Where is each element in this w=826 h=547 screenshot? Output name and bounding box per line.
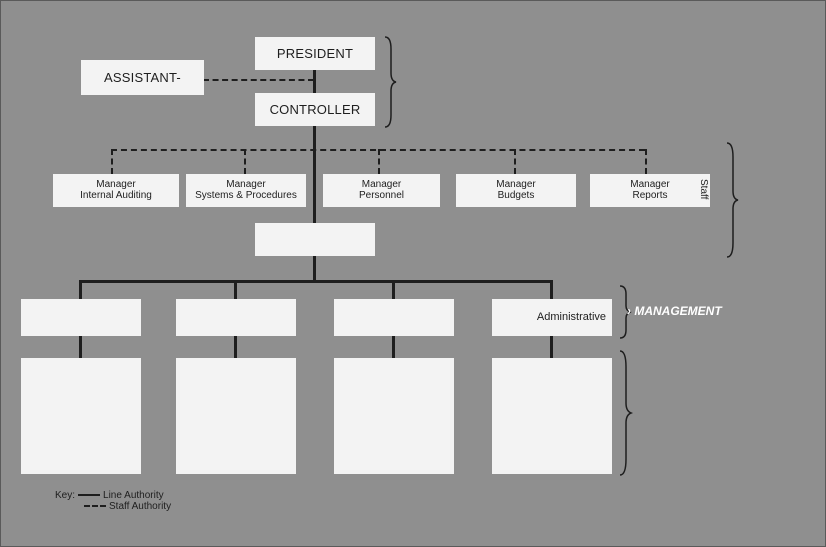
lower-box-4 [492,358,612,474]
staff-tag: Staff [698,179,709,200]
legend-row-staff [55,501,171,512]
staff-title: Manager [96,179,136,190]
staff-box-personnel [323,174,440,207]
line-bus-dept-1 [79,280,82,300]
legend-line-authority: Line Authority [103,490,164,501]
staff-brace [725,141,739,259]
legend-row-line [55,490,171,501]
management-label: Administrative [536,310,606,323]
middle-box [255,223,375,256]
president-box [255,37,375,70]
line-controller-middle [313,126,316,225]
lower-box-2 [176,358,296,474]
controller-box [255,93,375,126]
management-tag-text: MANAGEMENT [634,304,722,318]
line-dept-4-lower [550,335,553,359]
legend-staff-authority: Staff Authority [109,501,172,512]
staff-box-budgets [456,174,576,207]
line-middle-bus [313,255,316,282]
staff-title: Manager [361,179,402,190]
management-tag: › MANAGEMENT [627,304,722,318]
dashed-assistant-link [203,79,314,81]
lower-box-1 [21,358,141,474]
dashed-staff-drop-2 [244,149,246,174]
staff-box-systems-procedures [186,174,306,207]
legend-title: Key: [55,490,76,501]
legend-solid-swatch [78,494,100,496]
management-box-1 [21,299,141,336]
line-bus-dept-4 [550,280,553,300]
president-label: PRESIDENT [276,45,354,61]
line-management-bus [79,280,553,283]
management-box-administrative [492,299,612,336]
controller-label: CONTROLLER [269,101,361,117]
assistant-label: ASSISTANT- [104,69,181,85]
line-bus-dept-2 [234,280,237,300]
staff-role: Personnel [358,189,405,201]
legend-dashed-swatch [84,505,106,507]
lower-box-3 [334,358,454,474]
staff-title: Manager [630,179,670,190]
staff-role: Internal Auditing [80,189,152,201]
line-dept-1-lower [79,335,82,359]
line-dept-2-lower [234,335,237,359]
staff-box-internal-auditing [53,174,179,207]
legend-key [55,490,171,512]
top-level-brace [383,35,397,129]
staff-role: Reports [632,189,668,201]
lower-level-brace [618,349,632,477]
dashed-staff-drop-5 [645,149,647,174]
assistant-box [81,60,204,95]
staff-role: Systems & Procedures [195,189,297,201]
staff-role: Budgets [497,189,535,201]
management-box-2 [176,299,296,336]
line-president-controller [313,69,316,96]
dashed-staff-drop-3 [378,149,380,174]
line-dept-3-lower [392,335,395,359]
staff-title: Manager [226,179,266,190]
dashed-staff-drop-4 [514,149,516,174]
staff-box-reports [590,174,710,207]
line-bus-dept-3 [392,280,395,300]
dashed-staff-drop-1 [111,149,113,174]
management-box-3 [334,299,454,336]
staff-title: Manager [496,179,536,190]
